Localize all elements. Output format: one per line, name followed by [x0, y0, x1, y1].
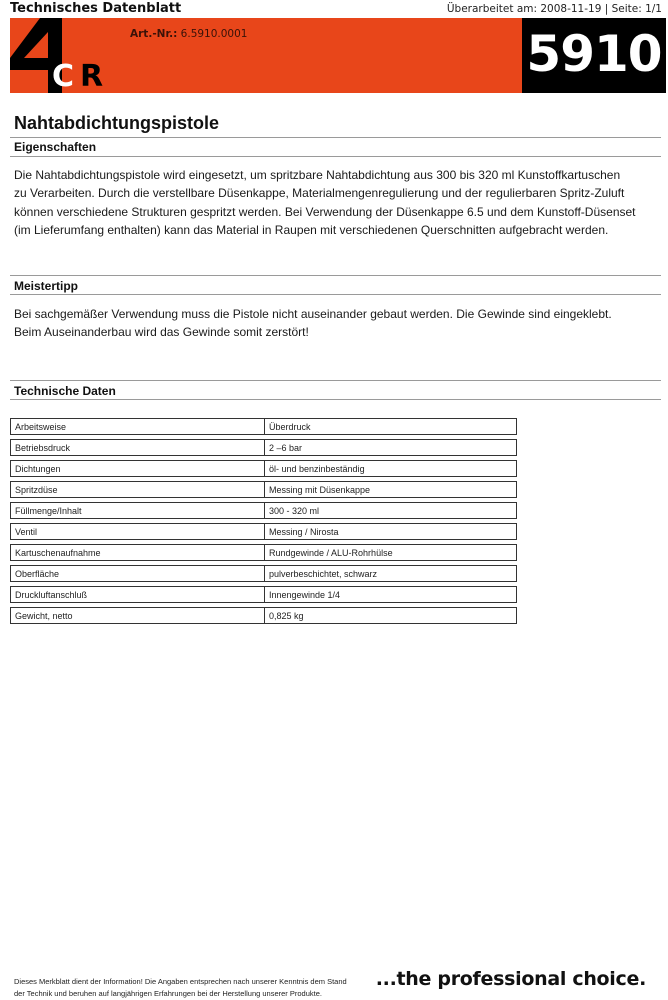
divider — [10, 380, 661, 381]
svg-text:C: C — [52, 59, 75, 93]
spec-value: Überdruck — [264, 418, 517, 435]
divider — [10, 275, 661, 276]
table-row — [10, 586, 517, 603]
4cr-logo-icon — [10, 18, 120, 93]
spec-key: Gewicht, netto — [10, 607, 264, 624]
table-row — [10, 565, 517, 582]
spec-key: Betriebsdruck — [10, 439, 264, 456]
article-number-label: Art.-Nr.: — [130, 28, 178, 40]
top-bar — [0, 0, 668, 18]
footer-disclaimer — [14, 976, 374, 1000]
spec-key: Oberfläche — [10, 565, 264, 582]
spec-value: pulverbeschichtet, schwarz — [264, 565, 517, 582]
spec-key: Ventil — [10, 523, 264, 540]
spec-key: Spritzdüse — [10, 481, 264, 498]
table-row — [10, 607, 517, 624]
divider — [10, 156, 661, 157]
text-line: Die Nahtabdichtungspistole wird eingesetzt, um spritzbare Nahtabdichtung aus 300 bis 320 ml Kunstoffkartuschen — [14, 168, 621, 182]
table-row — [10, 523, 517, 540]
text-line: Bei sachgemäßer Verwendung muss die Pistole nicht auseinander gebaut werden. Die Gewinde sind eingeklebt. — [14, 307, 612, 321]
spec-key: Dichtungen — [10, 460, 264, 477]
section-title-meistertipp: Meistertipp — [14, 279, 79, 293]
svg-text:R: R — [80, 59, 104, 93]
spec-value: öl- und benzinbeständig — [264, 460, 517, 477]
text-line: (im Lieferumfang enthalten) kann das Material in Raupen mit verschiedenen Querschnitten aufgebracht werden. — [14, 222, 609, 237]
article-number — [130, 28, 247, 40]
text-line: Dieses Merkblatt dient der Information! Die Angaben entsprechen nach unserer Kenntnis dem Stand — [14, 977, 347, 986]
header-banner — [10, 18, 666, 93]
product-title: Nahtabdichtungspistole — [14, 113, 220, 133]
table-row — [10, 439, 517, 456]
spec-value: Innengewinde 1/4 — [264, 586, 517, 603]
article-number-value: 6.5910.0001 — [180, 28, 248, 40]
divider — [10, 137, 661, 138]
spec-value: 0,825 kg — [264, 607, 517, 624]
text-line: können verschiedene Strukturen gespritzt werden. Bei Verwendung der Düsenkappe 6.5 und dem Kunstoff-Düsenset — [14, 204, 636, 219]
spec-key: Druckluftanschluß — [10, 586, 264, 603]
short-number: 5910 — [526, 25, 662, 83]
spec-value: 2 –6 bar — [264, 439, 517, 456]
spec-value: 300 - 320 ml — [264, 502, 517, 519]
table-row — [10, 460, 517, 477]
table-row — [10, 544, 517, 561]
table-row — [10, 502, 517, 519]
revision-info: Überarbeitet am: 2008-11-19 | Seite: 1/1 — [446, 3, 662, 15]
spec-key: Kartuschenaufnahme — [10, 544, 264, 561]
table-row — [10, 481, 517, 498]
spec-key: Arbeitsweise — [10, 418, 264, 435]
eigenschaften-text — [14, 166, 654, 239]
section-title-technische-daten: Technische Daten — [14, 384, 116, 398]
divider — [10, 399, 661, 400]
meistertipp-text — [14, 305, 654, 342]
footer-slogan: ...the professional choice. — [375, 968, 646, 990]
text-line: Beim Auseinanderbau wird das Gewinde somit zerstört! — [14, 325, 309, 340]
document-title: Technisches Datenblatt — [10, 1, 182, 16]
text-line: zu Verarbeiten. Durch die verstellbare Düsenkappe, Materialmengenregulierung und der regulierbaren Spritz-Zuluft — [14, 186, 625, 201]
spec-table — [10, 414, 517, 628]
spec-key: Füllmenge/Inhalt — [10, 502, 264, 519]
divider — [10, 294, 661, 295]
table-row — [10, 418, 517, 435]
spec-value: Rundgewinde / ALU-Rohrhülse — [264, 544, 517, 561]
text-line: der Technik und beruhen auf langjährigen Erfahrungen bei der Herstellung unserer Produkte. — [14, 989, 322, 998]
spec-value: Messing mit Düsenkappe — [264, 481, 517, 498]
short-number-box — [522, 18, 666, 93]
section-title-eigenschaften: Eigenschaften — [14, 140, 97, 154]
spec-value: Messing / Nirosta — [264, 523, 517, 540]
